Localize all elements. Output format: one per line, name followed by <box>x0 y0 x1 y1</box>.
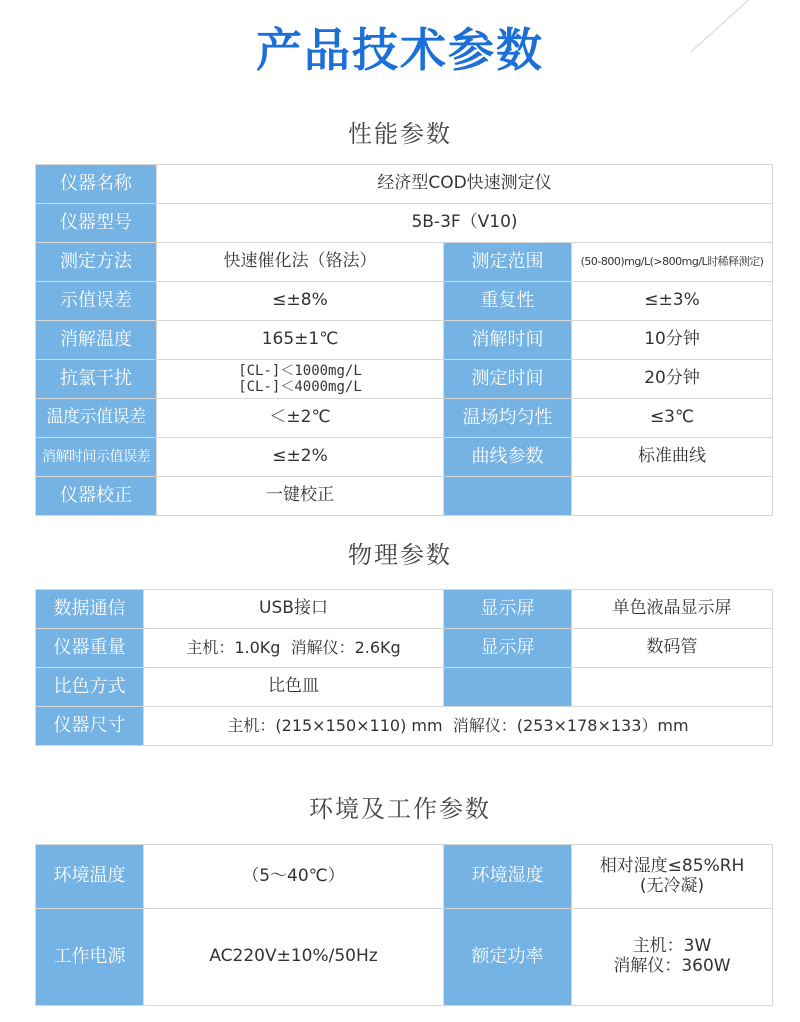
table-row <box>36 590 773 629</box>
spec-value: USB接口 <box>144 590 444 629</box>
page-title: 产品技术参数 <box>256 23 544 77</box>
spec-key: 仪器型号 <box>36 204 157 243</box>
spec-value: 20分钟 <box>572 360 773 399</box>
spec-key: 环境温度 <box>36 845 144 909</box>
spec-key: 工作电源 <box>36 909 144 1006</box>
spec-value <box>572 909 773 1006</box>
table-row <box>36 477 773 516</box>
table-row <box>36 360 773 399</box>
spec-value: 标准曲线 <box>572 438 773 477</box>
spec-value: （5～40℃） <box>144 845 444 909</box>
environment-heading: 环境及工作参数 <box>309 795 491 823</box>
empty-key-cell <box>444 477 572 516</box>
spec-key: 重复性 <box>444 282 572 321</box>
spec-value-line: 相对湿度≤85%RH <box>599 855 745 876</box>
spec-key: 显示屏 <box>444 629 572 668</box>
spec-value-line: [CL-]＜4000mg/L <box>238 379 362 395</box>
spec-value: 数码管 <box>572 629 773 668</box>
physical-table <box>35 589 773 746</box>
performance-table <box>35 164 773 516</box>
table-row <box>36 282 773 321</box>
spec-value: 5B-3F（V10) <box>157 204 773 243</box>
spec-value: (50-800)mg/L(>800mg/L时稀释测定) <box>572 243 773 282</box>
spec-key: 仪器校正 <box>36 477 157 516</box>
spec-key: 抗氯干扰 <box>36 360 157 399</box>
spec-value: ＜±2℃ <box>157 399 444 438</box>
empty-value-cell <box>572 668 773 707</box>
environment-table <box>35 844 773 1006</box>
spec-value-line: (无冷凝) <box>639 875 705 896</box>
spec-value: ≤±2% <box>157 438 444 477</box>
spec-value: ≤±8% <box>157 282 444 321</box>
table-row <box>36 321 773 360</box>
spec-key: 数据通信 <box>36 590 144 629</box>
spec-key: 仪器尺寸 <box>36 707 144 746</box>
table-row <box>36 707 773 746</box>
spec-value: 主机：1.0Kg 消解仪：2.6Kg <box>144 629 444 668</box>
table-row <box>36 845 773 909</box>
spec-key: 测定时间 <box>444 360 572 399</box>
spec-value-line: 主机：3W <box>632 936 712 957</box>
spec-key: 消解时间示值误差 <box>36 438 157 477</box>
spec-key: 示值误差 <box>36 282 157 321</box>
spec-key: 环境湿度 <box>444 845 572 909</box>
spec-value: 主机：(215×150×110) mm 消解仪：(253×178×133）mm <box>144 707 773 746</box>
spec-key: 消解温度 <box>36 321 157 360</box>
performance-heading: 性能参数 <box>348 120 452 148</box>
table-row <box>36 438 773 477</box>
spec-value: 单色液晶显示屏 <box>572 590 773 629</box>
spec-key: 曲线参数 <box>444 438 572 477</box>
spec-value-line: 消解仪：360W <box>613 956 731 976</box>
spec-key: 温场均匀性 <box>444 399 572 438</box>
spec-value: 165±1℃ <box>157 321 444 360</box>
spec-key: 测定范围 <box>444 243 572 282</box>
table-row <box>36 204 773 243</box>
spec-value-line: [CL-]＜1000mg/L <box>238 362 362 379</box>
physical-heading: 物理参数 <box>348 541 452 569</box>
spec-key: 测定方法 <box>36 243 157 282</box>
spec-value <box>157 360 444 399</box>
spec-value: ≤3℃ <box>572 399 773 438</box>
table-row <box>36 399 773 438</box>
spec-value: 一键校正 <box>157 477 444 516</box>
spec-value: AC220V±10%/50Hz <box>144 909 444 1006</box>
spec-value <box>572 845 773 909</box>
spec-key: 比色方式 <box>36 668 144 707</box>
table-row <box>36 165 773 204</box>
spec-value: 比色皿 <box>144 668 444 707</box>
spec-value: 经济型COD快速测定仪 <box>157 165 773 204</box>
table-row <box>36 909 773 1006</box>
spec-value: 快速催化法（铬法） <box>157 243 444 282</box>
spec-value: 10分钟 <box>572 321 773 360</box>
spec-key: 仪器重量 <box>36 629 144 668</box>
table-row <box>36 243 773 282</box>
spec-value: ≤±3% <box>572 282 773 321</box>
table-row <box>36 629 773 668</box>
spec-key: 仪器名称 <box>36 165 157 204</box>
table-row <box>36 668 773 707</box>
empty-value-cell <box>572 477 773 516</box>
empty-key-cell <box>444 668 572 707</box>
spec-key: 显示屏 <box>444 590 572 629</box>
spec-key: 温度示值误差 <box>36 399 157 438</box>
spec-key: 消解时间 <box>444 321 572 360</box>
spec-key: 额定功率 <box>444 909 572 1006</box>
